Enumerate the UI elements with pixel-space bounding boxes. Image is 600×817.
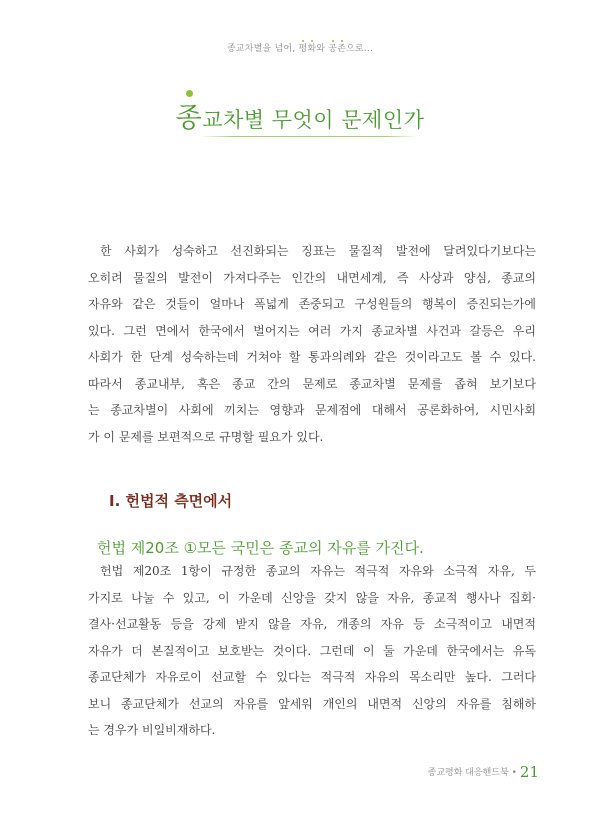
running-header-dot-char: 존 (337, 44, 347, 54)
text-line: 자유가 더 본질적이고 보호받는 것이다. 그런데 이 둘 가운데 한국에서는 유독 (88, 643, 536, 658)
text-line: 헌법 제20조 1항이 규정한 종교의 자유는 적극적 자유와 소극적 자유, 두 (100, 564, 536, 578)
running-header-dot-char: 화 (307, 44, 317, 54)
text-line: 따라서 종교내부, 혹은 종교 간의 문제로 종교차별 문제를 좁혀 보기보다 (88, 376, 536, 391)
chapter-title (0, 96, 600, 135)
intro-paragraph (88, 238, 536, 450)
text-line: 종교단체가 자유로이 선교할 수 있다는 적극적 자유의 목소리만 높다. 그러다 (88, 670, 536, 684)
text-line: 가 이 문제를 보편적으로 규명할 필요가 있다. (88, 429, 324, 444)
text-line: 는 종교차별이 사회에 끼치는 영향과 문제점에 대해서 공론화하여, 시민사회 (88, 403, 536, 417)
chapter-title-rest: 교차별 무엇이 문제인가 (202, 108, 425, 132)
page-footer (428, 763, 539, 781)
text-line: 는 경우가 비일비재하다. (88, 723, 216, 737)
title-underline (200, 136, 418, 137)
text-line: 사회가 한 단계 성숙하는데 거쳐야 할 통과의례와 같은 것이라고도 볼 수 있다. (88, 350, 536, 364)
running-header-part2: 와 (316, 44, 329, 54)
text-line: 오히려 물질의 발전이 가져다주는 인간의 내면세계, 즉 사상과 양심, 종교의 (88, 270, 536, 285)
running-header (0, 41, 600, 54)
running-header-dot-char: 평 (298, 44, 308, 54)
constitution-article: 헌법 제20조 ①모든 국민은 종교의 자유를 가진다. (97, 539, 424, 557)
text-line: 한 사회가 성숙하고 선진화되는 징표는 물질적 발전에 달려있다기보다는 (100, 244, 536, 258)
running-header-part1: 종교차별을 넘어, (226, 44, 299, 54)
chapter-title-initial: 종 (176, 96, 203, 135)
page-number: 21 (519, 763, 539, 781)
section-heading: Ⅰ. 헌법적 측면에서 (109, 492, 233, 510)
footer-book-title: 종교평화 대응핸드북 • (427, 768, 517, 778)
running-header-dot-char: 공 (328, 44, 338, 54)
text-line: 가지로 나눌 수 있고, 이 가운데 신앙을 갖지 않을 자유, 종교적 행사나 집회· (88, 590, 536, 605)
text-line: 보니 종교단체가 선교의 자유를 앞세워 개인의 내면적 신앙의 자유를 침해하 (88, 696, 536, 711)
text-line: 결사·선교활동 등을 강제 받지 않을 자유, 개종의 자유 등 소극적이고 내면적 (88, 617, 536, 631)
text-line: 있다. 그런 면에서 한국에서 벌어지는 여러 가지 종교차별 사건과 갈등은 우리 (88, 323, 536, 338)
body-paragraph (88, 558, 536, 744)
running-header-part3: 으로... (346, 44, 374, 54)
text-line: 자유와 같은 것들이 얼마나 폭넓게 존중되고 구성원들의 행복이 증진되는가에 (88, 297, 536, 311)
